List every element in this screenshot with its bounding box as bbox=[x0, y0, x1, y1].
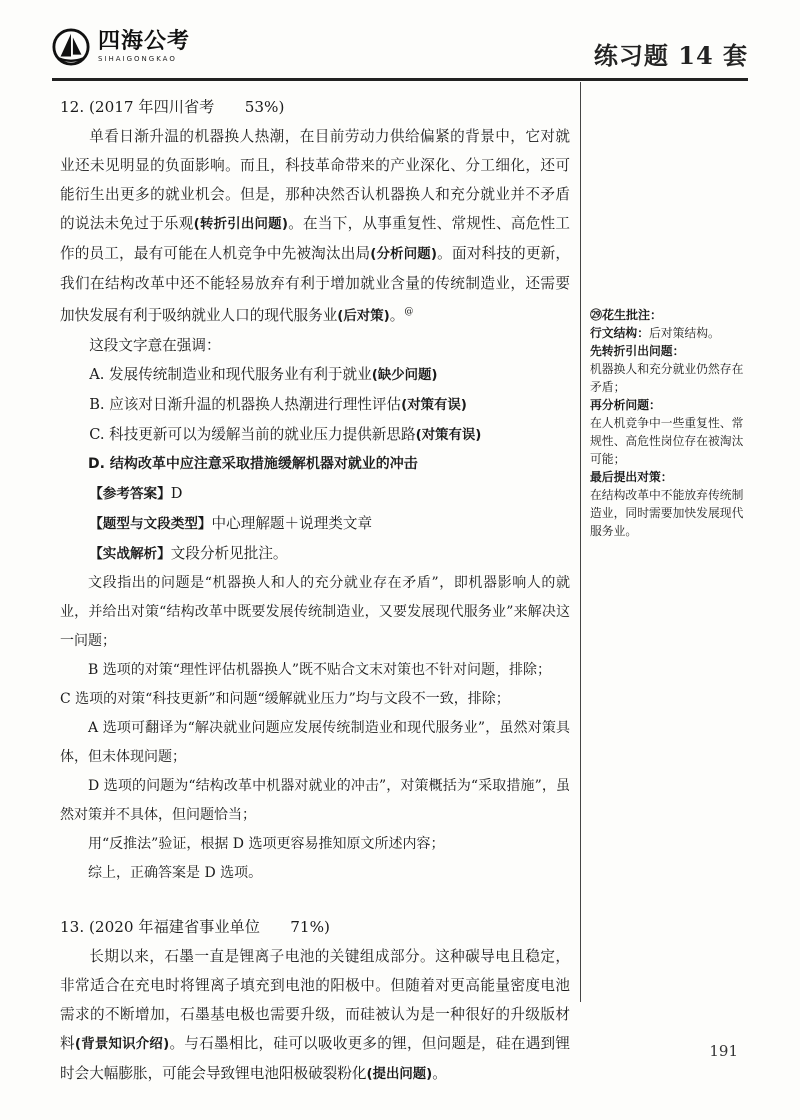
side-note-heading: 先转折引出问题： bbox=[590, 344, 685, 358]
annotation-tag: (提出问题) bbox=[366, 1066, 433, 1082]
logo bbox=[52, 28, 190, 66]
note-marker: @ bbox=[404, 307, 414, 317]
question-stem: 这段文字意在强调： bbox=[89, 336, 221, 354]
side-note: ㉙花生批注： 行文结构：后对策结构。 先转折引出问题： 机器换人和充分就业仍然存在矛盾； 再分析问题： 在人机竞争中一些重复性、常规性、高危性岗位存在被淘汰可能； 最后提出对策： 在结构改革中不能放弃传统制造业，同时需要加快发展现代服务业。 bbox=[590, 306, 752, 540]
option-b: B. 应该对日渐升温的机器换人热潮进行理性评估(对策有误) bbox=[89, 395, 467, 413]
question-12-passage: 单看日渐升温的机器换人热潮，在目前劳动力供给偏紧的背景中，它对就业还未见明显的负面影响。而且，科技革命带来的产业深化、分工细化，还可能衍生出更多的就业机会。但是，那种决然否认机器换人和充分就业并不矛盾的说法未免过于乐观(转折引出问题)。在当下，从事重复性、常规性、高危性工作的员工，最有可能在人机竞争中先被淘汰出局(分析问题)。面对科技的更新，我们在结构改革中还不能轻易放弃有利于增加就业含量的传统制造业，还需要加快发展有利于吸纳就业人口的现代服务业(后对策)。@ bbox=[60, 128, 570, 324]
analysis-paragraph: 综上，正确答案是 D 选项。 bbox=[88, 864, 263, 881]
analysis-line: 【实战解析】文段分析见批注。 bbox=[89, 544, 288, 562]
analysis-paragraph: C 选项的对策“科技更新”和问题“缓解就业压力”均与文段不一致，排除； bbox=[60, 690, 510, 707]
option-d: D. 结构改革中应注意采取措施缓解机器对就业的冲击 bbox=[88, 455, 418, 472]
series-title: 练习题 14 套 bbox=[593, 41, 748, 70]
answer-line: 【参考答案】D bbox=[89, 484, 183, 502]
type-line: 【题型与文段类型】中心理解题＋说理类文章 bbox=[89, 514, 373, 532]
option-c: C. 科技更新可以为缓解当前的就业压力提供新思路(对策有误) bbox=[89, 425, 482, 443]
analysis-paragraph: A 选项可翻译为“解决就业问题应发展传统制造业和现代服务业”，虽然对策具体，但未体现问题； bbox=[60, 719, 570, 765]
annotation-tag: (转折引出问题) bbox=[193, 217, 288, 232]
page-number: 191 bbox=[709, 1042, 738, 1060]
column-divider bbox=[580, 82, 581, 1002]
annotation-tag: (背景知识介绍) bbox=[74, 1036, 170, 1052]
side-note-title: ㉙花生批注： bbox=[590, 308, 663, 322]
side-note-heading: 再分析问题： bbox=[590, 398, 661, 412]
annotation-tag: (分析问题) bbox=[370, 247, 437, 262]
analysis-paragraph: D 选项的问题为“结构改革中机器对就业的冲击”，对策概括为“采取措施”，虽然对策并不具体，但问题恰当； bbox=[60, 777, 570, 823]
page-header bbox=[0, 0, 800, 86]
question-12-heading: 12. (2017 年四川省考 53%) bbox=[60, 98, 285, 116]
annotation-tag: (后对策) bbox=[337, 308, 390, 324]
option-a: A. 发展传统制造业和现代服务业有利于就业(缺少问题) bbox=[89, 365, 438, 383]
side-note-heading: 最后提出对策： bbox=[590, 470, 673, 484]
main-column bbox=[60, 92, 570, 1089]
logo-english-text: SIHAIGONGKAO bbox=[98, 55, 177, 63]
analysis-paragraph: 文段指出的问题是“机器换人和人的充分就业存在矛盾”，即机器影响人的就业，并给出对策“结构改革中既要发展传统制造业，又要发展现代服务业”来解决这一问题； bbox=[60, 574, 570, 649]
analysis-paragraph: 用“反推法”验证，根据 D 选项更容易推知原文所述内容； bbox=[88, 835, 445, 852]
question-13-passage: 长期以来，石墨一直是锂离子电池的关键组成部分。这种碳导电且稳定，非常适合在充电时将锂离子填充到电池的阳极中。但随着对更高能量密度电池需求的不断增加，石墨基电极也需要升级，而硅被认为是一种很好的升级版材料(背景知识介绍)。与石墨相比，硅可以吸收更多的锂，但问题是，硅在遇到锂时会大幅膨胀，可能会导致锂电池阳极破裂粉化(提出问题)。 bbox=[60, 947, 570, 1082]
question-13-heading: 13. (2020 年福建省事业单位 71%) bbox=[60, 917, 330, 936]
logo-chinese-text: 四海公考 bbox=[98, 29, 191, 54]
sail-logo-icon bbox=[52, 28, 90, 66]
analysis-paragraph: B 选项的对策“理性评估机器换人”既不贴合文末对策也不针对问题，排除； bbox=[88, 661, 552, 678]
header-rule bbox=[52, 78, 748, 81]
